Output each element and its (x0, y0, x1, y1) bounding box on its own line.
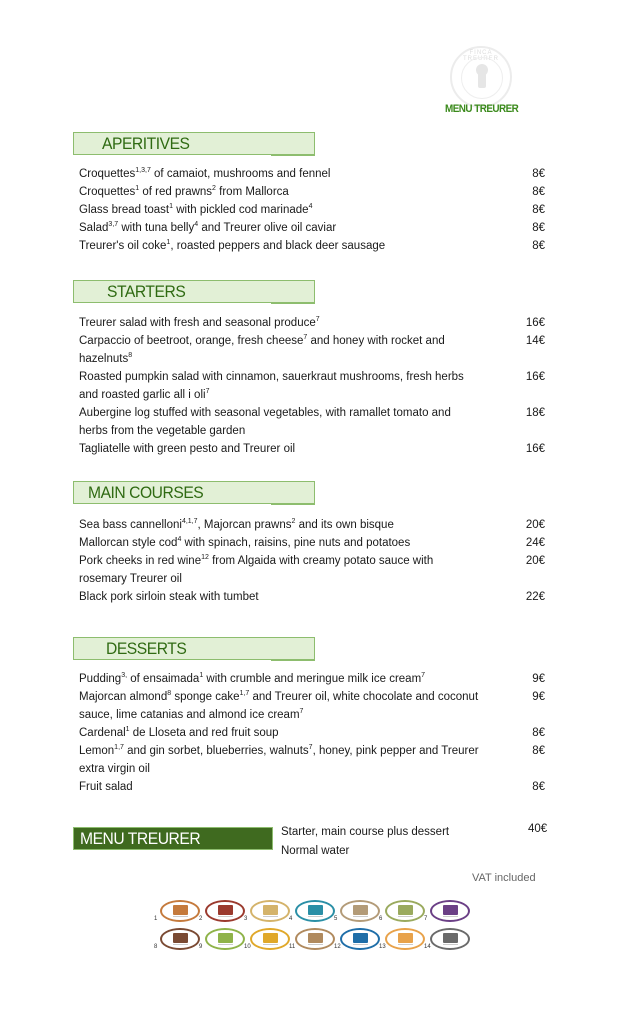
fish-icon (295, 900, 338, 922)
menu-item-price: 8€ (532, 168, 545, 180)
allergen-superscript: 2 (212, 185, 216, 193)
menu-item-price: 8€ (532, 727, 545, 739)
menu-item (79, 219, 549, 237)
allergen-superscript: 1 (199, 672, 204, 680)
allergen-number: 14 (424, 944, 431, 950)
allergen-superscript: 4,1,7 (181, 518, 198, 526)
menu-item (79, 588, 549, 606)
allergen-number: 13 (379, 944, 386, 950)
allergen-superscript: 3, (121, 672, 128, 680)
menu-item-description: Cardenal$^1$ de Lloseta and red fruit soup (79, 726, 279, 739)
menu-item (79, 724, 549, 742)
menu-item-description: Glass bread toast$^1$ with pickled cod marinade$^4$ (79, 203, 313, 216)
set-menu-line-1: Starter, main course plus dessert (281, 826, 450, 838)
set-menu-heading: MENU TREURER (73, 827, 273, 850)
allergen-superscript: 4 (308, 203, 313, 211)
allergen-superscript: 1 (169, 203, 174, 211)
allergen-number: 1 (154, 916, 158, 922)
allergen-superscript: 7 (308, 744, 313, 752)
menu-item-price: 8€ (532, 186, 545, 198)
menu-item (79, 201, 549, 219)
menu-item (79, 742, 549, 778)
allergen-superscript: 1 (125, 726, 130, 734)
sesame-icon (295, 928, 335, 950)
allergen-superscript: 8 (128, 352, 133, 360)
allergen-superscript: 2 (291, 518, 296, 526)
menu-item (79, 404, 549, 440)
menu-item (79, 237, 549, 255)
gluten-icon (160, 900, 203, 922)
allergen-number: 9 (199, 944, 203, 950)
allergen-superscript: 7 (303, 334, 308, 342)
peanuts-icon (340, 900, 383, 922)
allergen-row-1 (152, 898, 472, 926)
set-menu-description (281, 823, 449, 861)
menu-item-price: 9€ (532, 673, 545, 685)
allergen-number: 4 (289, 916, 293, 922)
menu-item-price: 24€ (525, 537, 545, 549)
allergen-legend (152, 898, 472, 954)
allergen-superscript: 12 (201, 554, 209, 562)
menu-item (79, 183, 549, 201)
menu-item-description: Black pork sirloin steak with tumbet (79, 591, 259, 603)
molluscs-icon (430, 928, 470, 950)
menu-item-price: 8€ (532, 204, 545, 216)
menu-item-price: 8€ (532, 240, 545, 252)
allergen-row-2 (152, 926, 472, 954)
allergen-superscript: 1 (166, 239, 171, 247)
menu-item-price: 22€ (525, 591, 545, 603)
page-title: MENU TREURER (445, 103, 519, 115)
menu-item-price: 20€ (525, 555, 545, 567)
menu-item-description: Mallorcan style cod$^4$ with spinach, raisins, pine nuts and potatoes (79, 536, 411, 549)
menu-item (79, 670, 549, 688)
menu-item (79, 516, 549, 534)
menu-item (79, 688, 549, 724)
menu-item-price: 8€ (532, 222, 545, 234)
main-courses-list (79, 516, 549, 606)
allergen-number: 7 (424, 916, 428, 922)
allergen-superscript: 3,7 (108, 221, 119, 229)
allergen-number: 11 (289, 944, 296, 950)
allergen-number: 3 (244, 916, 248, 922)
menu-item-description: Pork cheeks in red wine$^{12}$ from Algaida with creamy potato sauce with rosemary Treurer oil (79, 554, 434, 585)
menu-item (79, 534, 549, 552)
aperitives-list (79, 165, 549, 255)
menu-item-description: Treurer salad with fresh and seasonal produce$^7$ (79, 316, 320, 329)
allergen-number: 6 (379, 916, 383, 922)
section-heading-starters: STARTERS (73, 280, 315, 303)
allergen-superscript: 8 (167, 690, 172, 698)
menu-item-description: Treurer's oil coke$^1$, roasted peppers and black deer sausage (79, 239, 386, 252)
menu-item-price: 16€ (525, 371, 545, 383)
menu-item-price: 8€ (532, 781, 545, 793)
menu-item-description: Roasted pumpkin salad with cinnamon, sauerkraut mushrooms, fresh herbs and roasted garlic all i oli$^7$ (79, 371, 464, 401)
allergen-superscript: 1,7 (239, 690, 250, 698)
menu-item-price: 20€ (525, 519, 545, 531)
allergen-number: 8 (154, 944, 158, 950)
menu-item-description: Fruit salad (79, 781, 133, 793)
allergen-superscript: 1,3,7 (135, 167, 151, 175)
section-heading-main-courses: MAIN COURSES (73, 481, 315, 504)
section-heading-aperitives: APERITIVES (73, 132, 315, 155)
allergen-superscript: 7 (205, 388, 210, 396)
vat-note: VAT included (472, 872, 536, 884)
menu-item (79, 165, 549, 183)
menu-item-description: Carpaccio of beetroot, orange, fresh cheese$^7$ and honey with rocket and hazelnuts$^8$ (79, 334, 445, 365)
menu-item-description: Tagliatelle with green pesto and Treurer oil (79, 443, 296, 455)
allergen-number: 12 (334, 944, 341, 950)
menu-item-description: Majorcan almond$^8$ sponge cake$^{1,7}$ and Treurer oil, white chocolate and coconut sauce, lime catanias and almond ice cream$^7$ (79, 690, 479, 721)
celery-icon (205, 928, 245, 950)
menu-item (79, 332, 549, 368)
menu-item (79, 440, 549, 458)
crustaceans-icon (205, 900, 248, 922)
sulphites-icon (340, 928, 380, 950)
menu-item-description: Croquettes$^1$ of red prawns$^2$ from Mallorca (79, 185, 289, 198)
menu-item-description: Croquettes$^{1,3,7}$ of camaiot, mushrooms and fennel (79, 167, 331, 180)
lupin-icon (385, 928, 425, 950)
allergen-superscript: 4 (177, 536, 182, 544)
menu-item (79, 314, 549, 332)
menu-item (79, 552, 549, 588)
stamp-text: FINCA TREURER (462, 50, 499, 62)
menu-item-description: Sea bass cannelloni$^{4,1,7}$, Majorcan prawns$^2$ and its own bisque (79, 518, 394, 531)
eggs-icon (250, 900, 293, 922)
set-menu-line-2: Normal water (281, 845, 350, 857)
menu-item (79, 778, 549, 796)
menu-item-price: 9€ (532, 691, 545, 703)
menu-item-price: 14€ (525, 335, 545, 347)
allergen-number: 5 (334, 916, 338, 922)
section-heading-desserts: DESSERTS (73, 637, 315, 660)
allergen-superscript: 1 (135, 185, 140, 193)
desserts-list (79, 670, 549, 796)
allergen-superscript: 7 (421, 672, 426, 680)
allergen-number: 10 (244, 944, 251, 950)
allergen-superscript: 7 (299, 708, 304, 716)
allergen-number: 2 (199, 916, 203, 922)
menu-item-price: 8€ (532, 745, 545, 757)
menu-item-price: 16€ (525, 317, 545, 329)
nuts-icon (160, 928, 203, 950)
menu-item-description: Lemon$^{1,7}$ and gin sorbet, blueberries, walnuts$^7$, honey, pink pepper and Treurer extra virgin oil (79, 744, 479, 775)
allergen-superscript: 7 (315, 316, 320, 324)
soy-icon (385, 900, 428, 922)
menu-item-description: Aubergine log stuffed with seasonal vegetables, with ramallet tomato and herbs from the vegetable garden (79, 407, 451, 437)
menu-item-description: Pudding$^{3,}$ of ensaimada$^1$ with crumble and meringue milk ice cream$^7$ (79, 672, 426, 685)
menu-item-description: Salad$^{3,7}$ with tuna belly$^4$ and Treurer olive oil caviar (79, 221, 337, 234)
finca-treurer-stamp-logo (450, 46, 512, 108)
set-menu-price: 40€ (528, 823, 548, 835)
allergen-superscript: 4 (194, 221, 199, 229)
allergen-superscript: 1,7 (114, 744, 124, 752)
menu-item-price: 16€ (525, 443, 545, 455)
menu-item (79, 368, 549, 404)
mustard-icon (250, 928, 290, 950)
milk-icon (430, 900, 470, 922)
menu-item-price: 18€ (525, 407, 545, 419)
starters-list (79, 314, 549, 458)
